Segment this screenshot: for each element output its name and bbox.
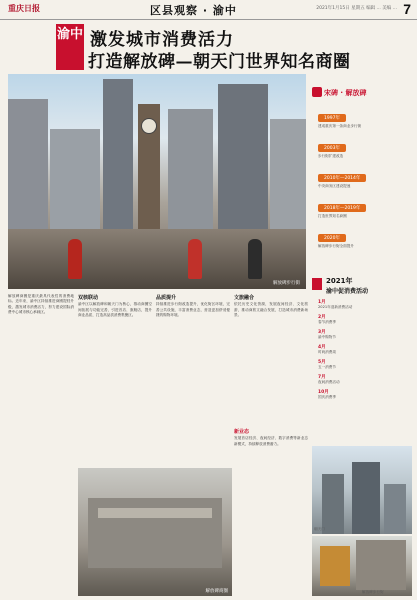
district-badge: 渝中 bbox=[56, 24, 84, 70]
event-item bbox=[318, 314, 412, 325]
masthead bbox=[0, 0, 417, 20]
commercial-district-photo bbox=[78, 468, 232, 596]
article-column-intro bbox=[8, 294, 74, 594]
events-sidebar bbox=[312, 276, 412, 446]
timeline-text: 步行街扩建改造 bbox=[318, 154, 344, 158]
liberation-monument bbox=[138, 104, 160, 244]
event-text: 2021年迎新消费活动 bbox=[318, 305, 353, 309]
event-text: 渝中购物节 bbox=[318, 335, 336, 339]
timeline-item bbox=[318, 164, 412, 189]
article-column-3 bbox=[234, 294, 308, 424]
event-item bbox=[318, 389, 412, 400]
event-item bbox=[318, 374, 412, 385]
event-text: 五一消费节 bbox=[318, 365, 336, 369]
event-item bbox=[318, 329, 412, 340]
events-title: 2021年 bbox=[326, 277, 353, 285]
timeline-item bbox=[318, 104, 412, 129]
issue-meta: 2021年1月15日 星期五 编辑 ... 美编 ... bbox=[316, 6, 397, 11]
flag-icon bbox=[312, 278, 322, 290]
event-date: 7月 bbox=[318, 375, 326, 380]
section-text: 持续推进步行街改造提升，优化街区环境，完善公共设施，丰富消费业态，营造更加舒适便捷的购物环境。 bbox=[156, 302, 230, 317]
chaotianmen-photo bbox=[312, 446, 412, 534]
timeline-text: 建成重庆第一条商业步行街 bbox=[318, 124, 362, 128]
intro-text: 解放碑商圈是重庆最具代表性的消费地标。近年来，渝中区持续推进商圈提档升级，激发城市消费活力，努力建设国际消费中心城市核心承载区。 bbox=[8, 294, 74, 314]
event-date: 10月 bbox=[318, 390, 329, 395]
timeline-year: 2010年—2014年 bbox=[318, 174, 366, 182]
pedestrian bbox=[68, 239, 82, 279]
section-heading: 双核联动 bbox=[78, 295, 99, 301]
timeline-text: 打造世界知名商圈 bbox=[318, 214, 347, 218]
timeline-sidebar bbox=[312, 74, 412, 274]
section-heading: 新业态 bbox=[234, 429, 250, 435]
timeline-title: 宋碑 · 解放碑 bbox=[324, 89, 367, 97]
section-heading: 文旅融合 bbox=[234, 295, 255, 301]
event-item bbox=[318, 299, 412, 310]
pedestrian bbox=[188, 239, 202, 279]
timeline-item bbox=[318, 194, 412, 219]
pedestrian bbox=[248, 239, 262, 279]
photo-caption: 解放碑步行街 bbox=[362, 590, 384, 594]
section-text: 依托历史文化资源，发展夜间经济、文化旅游，推动商旅文融合发展，打造城市消费新场景。 bbox=[234, 302, 308, 317]
page-number: 7 bbox=[403, 1, 411, 17]
photo-caption: 朝天门 bbox=[314, 527, 325, 531]
event-date: 4月 bbox=[318, 345, 326, 350]
event-text: 夜间消费活动 bbox=[318, 380, 340, 384]
event-text: 国庆消费季 bbox=[318, 395, 336, 399]
section-heading: 品质提升 bbox=[156, 295, 177, 301]
event-date: 5月 bbox=[318, 360, 326, 365]
article-column-4 bbox=[234, 428, 308, 596]
article-column-1 bbox=[78, 294, 152, 464]
clock-icon bbox=[141, 118, 157, 134]
timeline-year: 2003年 bbox=[318, 144, 346, 152]
timeline-item bbox=[318, 134, 412, 159]
timeline-year: 2018年—2019年 bbox=[318, 204, 366, 212]
timeline-year: 1997年 bbox=[318, 114, 346, 122]
headline-line-2: 打造解放碑—朝天门世界知名商圈 bbox=[88, 52, 351, 72]
timeline-icon bbox=[312, 87, 322, 97]
photo-caption: 解放碑商圈 bbox=[205, 589, 228, 594]
section-text: 渝中区以解放碑和朝天门为核心，推动商圈空间拓展与功能完善，引进首店、旗舰店，提升商业品质，打造高品质消费集聚区。 bbox=[78, 302, 152, 317]
event-item bbox=[318, 344, 412, 355]
timeline-item bbox=[318, 224, 412, 249]
section-title: 区县观察 · 渝中 bbox=[150, 4, 237, 17]
event-item bbox=[318, 359, 412, 370]
article-column-2 bbox=[156, 294, 230, 464]
newspaper-logo: 重庆日报 bbox=[8, 3, 40, 13]
hero-photo bbox=[8, 74, 306, 289]
timeline-year: 2020年 bbox=[318, 234, 346, 242]
event-text: 时尚消费周 bbox=[318, 350, 336, 354]
event-date: 1月 bbox=[318, 300, 326, 305]
event-date: 3月 bbox=[318, 330, 326, 335]
timeline-text: 解放碑步行街全面提升 bbox=[318, 244, 354, 248]
street-photo bbox=[312, 536, 412, 596]
event-text: 春节消费季 bbox=[318, 320, 336, 324]
headline-line-1: 激发城市消费活力 bbox=[90, 30, 234, 50]
events-subtitle: 渝中促消费活动 bbox=[326, 288, 369, 295]
photo-credit: 解放碑步行街 bbox=[273, 281, 300, 286]
timeline-text: 中央商务区建设提速 bbox=[318, 184, 351, 188]
section-text: 发展首店经济、夜间经济、数字消费等新业态新模式，持续释放消费潜力。 bbox=[234, 436, 308, 446]
event-date: 2月 bbox=[318, 315, 326, 320]
